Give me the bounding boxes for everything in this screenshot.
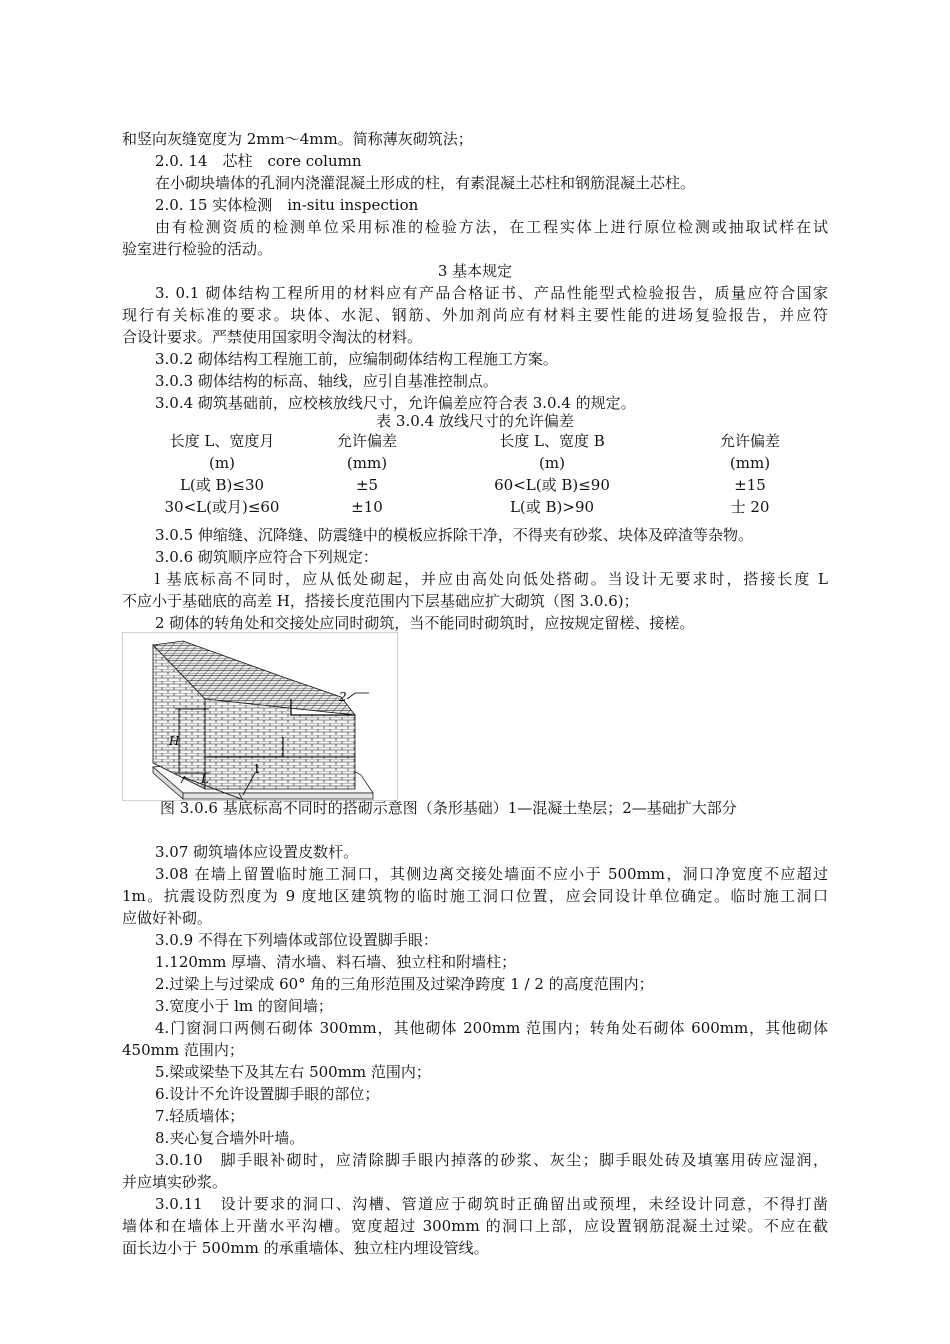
- text-line: 3.0.5 伸缩缝、沉降缝、防震缝中的模板应拆除干净，不得夹有砂浆、块体及碎渣等杂物。: [155, 526, 753, 544]
- text-line: 1m。抗震设防烈度为 9 度地区建筑物的临时施工洞口位置，应会同设计单位确定。临时施工洞口: [122, 887, 828, 905]
- list-item: 3.宽度小于 lm 的窗间墙；: [155, 997, 333, 1015]
- text-line: 3. 0.1 砌体结构工程所用的材料应有产品合格证书、产品性能型式检验报告，质量应符合国家: [155, 284, 828, 302]
- text-line: 应做好补砌。: [122, 909, 213, 927]
- table-cell: 60<L(或 B)≤90: [494, 476, 610, 494]
- table-unit-cell: (mm): [729, 454, 771, 472]
- text-line: 3.0.10 脚手眼补砌时，应清除脚手眼内掉落的砂浆、灰尘；脚手眼处砖及填塞用砖应湿润，: [155, 1151, 828, 1169]
- list-item: 450mm 范围内；: [122, 1041, 244, 1059]
- table-caption: 表 3.0.4 放线尺寸的允许偏差: [376, 412, 574, 430]
- table-row: [122, 496, 828, 518]
- dimension-h-label: H: [169, 734, 180, 748]
- table-unit-cell: (mm): [346, 454, 388, 472]
- list-item: 6.设计不允许设置脚手眼的部位；: [155, 1085, 380, 1103]
- text-line: 在小砌块墙体的孔洞内浇灌混凝土形成的柱，有素混凝土芯柱和钢筋混凝土芯柱。: [155, 174, 696, 192]
- text-line: 不应小于基础底的高差 H，搭接长度范围内下层基础应扩大砌筑（图 3.0.6)；: [122, 592, 639, 610]
- text-line: 并应填实砂浆。: [122, 1173, 228, 1191]
- table-cell: ±5: [355, 476, 379, 494]
- list-item: 4.门窗洞口两侧石砌体 300mm，其他砌体 200mm 范围内；转角处石砌体 600mm，其他砌体: [155, 1019, 828, 1037]
- text-line: 由有检测资质的检测单位采用标准的检验方法，在工程实体上进行原位检测或抽取试样在试: [155, 218, 828, 236]
- figure-caption: 图 3.0.6 基底标高不同时的搭砌示意图（条形基础）1—混凝土垫层；2—基础扩大部分: [160, 799, 737, 817]
- table-cell: ±10: [351, 498, 383, 516]
- text-line: 和竖向灰缝宽度为 2mm～4mm。简称薄灰砌筑法；: [122, 130, 473, 148]
- table-cell: L(或 B)≤30: [179, 476, 265, 494]
- table-header-row: [122, 430, 828, 452]
- table-cell: L(或 B)>90: [509, 498, 595, 516]
- dimension-l-label: L: [201, 772, 209, 786]
- text-line: 3.0.4 砌筑基础前，应校核放线尺寸，允许偏差应符合表 3.0.4 的规定。: [155, 394, 636, 412]
- brick-foundation-drawing: [123, 633, 397, 800]
- text-line: 3.0.2 砌体结构工程施工前，应编制砌体结构工程施工方案。: [155, 350, 558, 368]
- text-line: 3.0.3 砌体结构的标高、轴线，应引自基准控制点。: [155, 372, 498, 390]
- table-cell: 士 20: [730, 498, 770, 516]
- text-line: 墙体和在墙体上开凿水平沟槽。宽度超过 300mm 的洞口上部，应设置钢筋混凝土过梁。不应在截: [122, 1217, 828, 1235]
- text-line: 3.0.11 设计要求的洞口、沟槽、管道应于砌筑时正确留出或预埋，未经设计同意，不得打凿: [155, 1195, 828, 1213]
- text-line: 现行有关标准的要求。块体、水泥、钢筋、外加剂尚应有材料主要性能的进场复验报告，并应符: [122, 306, 828, 324]
- list-item: 1.120mm 厚墙、清水墙、料石墙、独立柱和附墙柱；: [155, 953, 517, 971]
- callout-2: 2: [339, 690, 347, 704]
- text-line: 3.0.6 砌筑顺序应符合下列规定：: [155, 548, 378, 566]
- list-item: 2.过梁上与过梁成 60° 角的三角形范围及过梁净跨度 1 / 2 的高度范围内；: [155, 975, 654, 993]
- table-cell: 30<L(或月)≤60: [164, 498, 280, 516]
- lower-footing: [205, 757, 355, 789]
- table-cell: ±15: [734, 476, 766, 494]
- text-line: l 基底标高不同时，应从低处砌起，并应由高处向低处搭砌。当设计无要求时，搭接长度 L: [155, 570, 828, 588]
- text-line: 3.07 砌筑墙体应设置皮数杆。: [155, 843, 359, 861]
- section-title: 3 基本规定: [437, 262, 513, 280]
- list-item: 7.轻质墙体；: [155, 1107, 245, 1125]
- text-line: 3.08 在墙上留置临时施工洞口，其侧边离交接处墙面不应小于 500mm，洞口净宽度不应超过: [155, 865, 828, 883]
- list-item: 5.梁或梁垫下及其左右 500mm 范围内；: [155, 1063, 431, 1081]
- text-line: 合设计要求。严禁使用国家明令淘汰的材料。: [122, 328, 423, 346]
- table-header-cell: 允许偏差: [336, 432, 397, 450]
- tolerance-table: [122, 430, 828, 518]
- text-line: 2 砌体的转角处和交接处应同时砌筑，当不能同时砌筑时，应按规定留槎、接槎。: [155, 614, 695, 632]
- table-unit-cell: (m): [209, 454, 235, 472]
- text-line: 验室进行检验的活动。: [122, 240, 273, 258]
- table-unit-cell: (m): [539, 454, 565, 472]
- foundation-step-figure: [122, 632, 398, 801]
- table-header-cell: 长度 L、宽度月: [169, 432, 275, 450]
- table-header-cell: 允许偏差: [719, 432, 780, 450]
- text-line: 3.0.9 不得在下列墙体或部位设置脚手眼：: [155, 931, 438, 949]
- term-heading: 2.0. 15 实体检测 in-situ inspection: [155, 196, 419, 214]
- table-unit-row: [122, 452, 828, 474]
- text-line: 面长边小于 500mm 的承重墙体、独立柱内埋设管线。: [122, 1239, 489, 1257]
- table-header-cell: 长度 L、宽度 B: [499, 432, 605, 450]
- callout-1: 1: [253, 762, 261, 776]
- term-heading: 2.0. 14 芯柱 core column: [155, 152, 362, 170]
- list-item: 8.夹心复合墙外叶墙。: [155, 1129, 305, 1147]
- table-row: [122, 474, 828, 496]
